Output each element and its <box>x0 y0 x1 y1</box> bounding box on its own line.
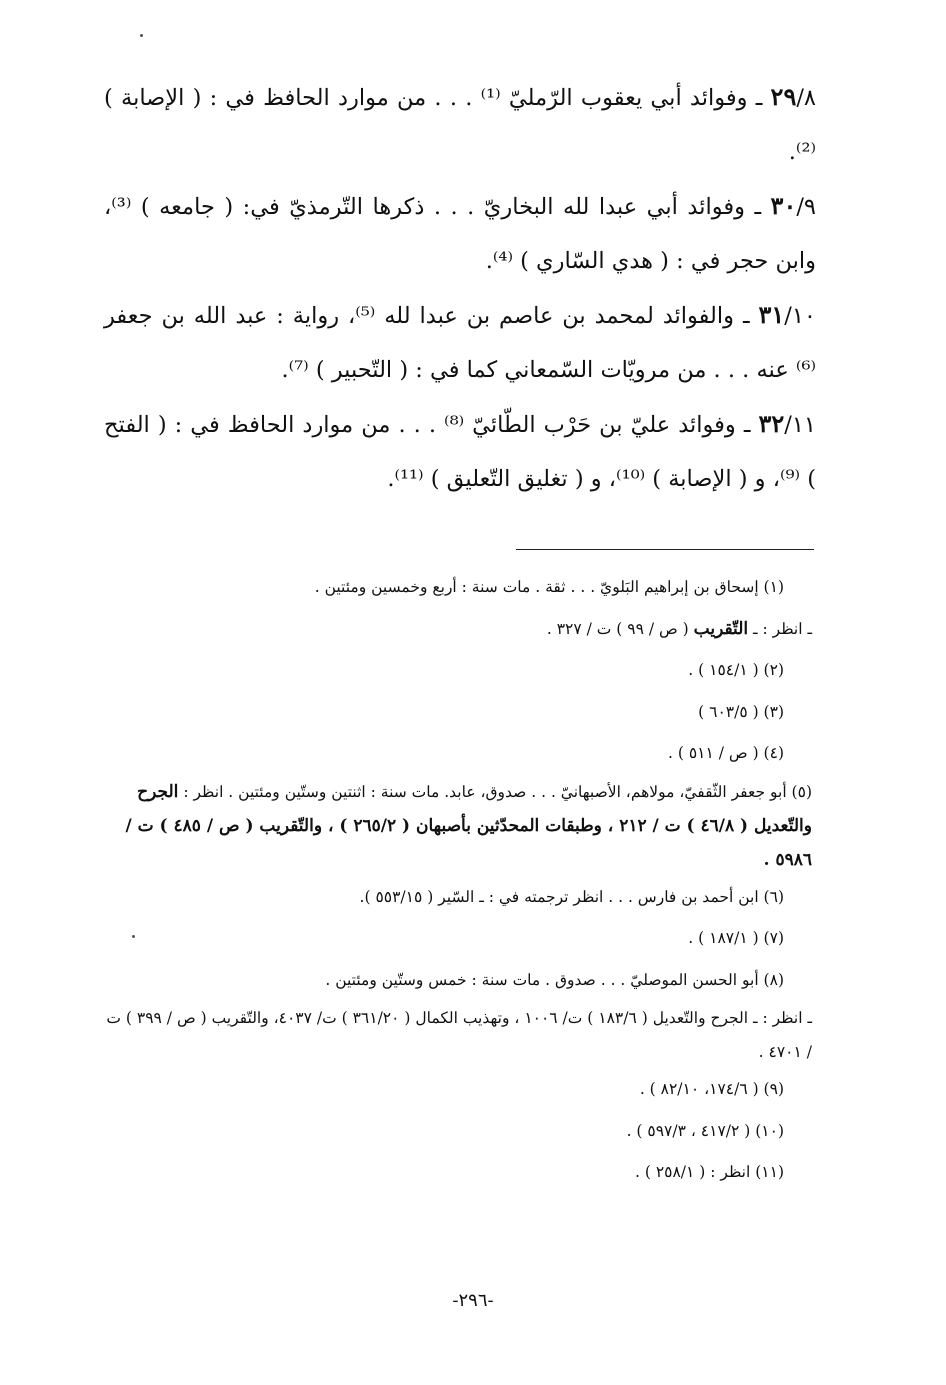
footnote-1 <box>104 567 812 609</box>
entry-29 <box>104 70 816 179</box>
footnote-3 <box>104 692 812 734</box>
footnote-text: (٣) ( ٦٠٣/٥ ) <box>698 702 784 721</box>
entry-32 <box>104 397 816 506</box>
footnote-text: (١) إسحاق بن إبراهيم البَلويّ . . . ثقة . مات سنة : أربع وخمسين ومئتين . <box>314 578 784 596</box>
source-title: التّقريب <box>693 618 749 639</box>
footnote-9 <box>104 1069 812 1111</box>
footnote-6 <box>104 877 812 919</box>
entry-30 <box>104 179 816 288</box>
footnote-7 <box>104 918 812 960</box>
entry-text: /٩ ـ وفوائد أبي عبدا لله البخاريّ . . . ذكرها التّرمذيّ في: ( جامعه ) ⁽³⁾، وابن حجر في : ( هدي السّاري ) ⁽⁴⁾. <box>104 194 816 274</box>
footnote-text: (١٠) ( ٤١٧/٢ ، ٥٩٧/٣ ) . <box>626 1121 784 1140</box>
page-number: -٢٩٦- <box>452 1290 494 1311</box>
footnote-11 <box>104 1152 812 1194</box>
footnote-text: ـ انظر : ـ <box>748 619 812 638</box>
entry-31 <box>104 288 816 397</box>
footnote-text: (٨) أبو الحسن الموصليّ . . . صدوق . مات سنة : خمس وستّين ومئتين . <box>325 970 784 989</box>
footnote-text: ـ انظر : ـ الجرح والتّعديل ( ١٨٣/٦ ) ت/ ١٠٠٦ ، وتهذيب الكمال ( ٣٦١/٢٠ ) ت/ ٤٠٣٧، والتّقريب ( ص / ٣٩٩ ) ت / ٤٧٠١ . <box>106 1009 812 1061</box>
footnote-4 <box>104 733 812 775</box>
footnotes <box>104 567 812 1194</box>
footnote-text: (٩) ( ١٧٤/٦، ٨٢/١٠ ) . <box>639 1080 784 1098</box>
footnote-text: الجرح والتّعديل ( ٤٦/٨ ) ت / ٢١٢ ، وطبقات المحدّثين بأصبهان ( ٢٦٥/٢ ) ، والتّقريب ( ص / ٤٨٥ ) ت / ٥٩٨٦ . <box>125 781 812 870</box>
entry-number: ٣٢ <box>758 409 785 438</box>
footnote-text: (٧) ( ١٨٧/١ ) . <box>688 929 784 947</box>
footnote-separator <box>516 549 814 550</box>
entry-number: ٣٠ <box>770 191 797 220</box>
footnote-text: ( ص / ٩٩ ) ت / ٣٢٧ . <box>546 619 694 638</box>
footnote-1-ref <box>104 609 812 651</box>
footnote-text: (٦) ابن أحمد بن فارس . . . انظر ترجمته في : ـ السّير ( ٥٥٣/١٥ ). <box>359 887 784 906</box>
footnote-2 <box>104 650 812 692</box>
footnote-text: (٤) ( ص / ٥١١ ) . <box>668 744 784 762</box>
footnote-8-ref <box>104 1001 812 1069</box>
entry-text: /١١ ـ وفوائد عليّ بن حَرْب الطّائيّ ⁽⁸⁾ . . . من موارد الحافظ في : ( الفتح ) ⁽⁹⁾، و ( الإصابة ) ⁽¹⁰⁾، و ( تغليق التّعليق ) ⁽¹¹⁾. <box>104 412 816 492</box>
footnote-10 <box>104 1111 812 1153</box>
footnote-text: (٥) أبو جعفر الثّقفيّ، مولاهم، الأصبهانيّ . . . صدوق، عابد. مات سنة : اثنتين وستّين ومئتين . انظر : <box>178 782 812 801</box>
main-text <box>104 70 816 506</box>
entry-number: ٣١ <box>758 300 785 329</box>
footnote-8 <box>104 960 812 1002</box>
footnote-text: (٢) ( ١٥٤/١ ) . <box>688 661 784 679</box>
entry-number: ٢٩ <box>770 82 797 111</box>
footnote-text: (١١) انظر : ( ٢٥٨/١ ) . <box>635 1163 784 1181</box>
entry-text: /٨ ـ وفوائد أبي يعقوب الرّمليّ ⁽¹⁾ . . . من موارد الحافظ في : ( الإصابة ) ⁽²⁾. <box>104 85 816 165</box>
footnote-5 <box>104 775 812 877</box>
entry-text: /١٠ ـ والفوائد لمحمد بن عاصم بن عبدا لله ⁽⁵⁾، رواية : عبد الله بن جعفر ⁽⁶⁾ عنه . . . من مرويّات السّمعاني كما في : ( التّحبير ) ⁽⁷⁾. <box>104 303 816 383</box>
speck-mark <box>140 34 143 37</box>
